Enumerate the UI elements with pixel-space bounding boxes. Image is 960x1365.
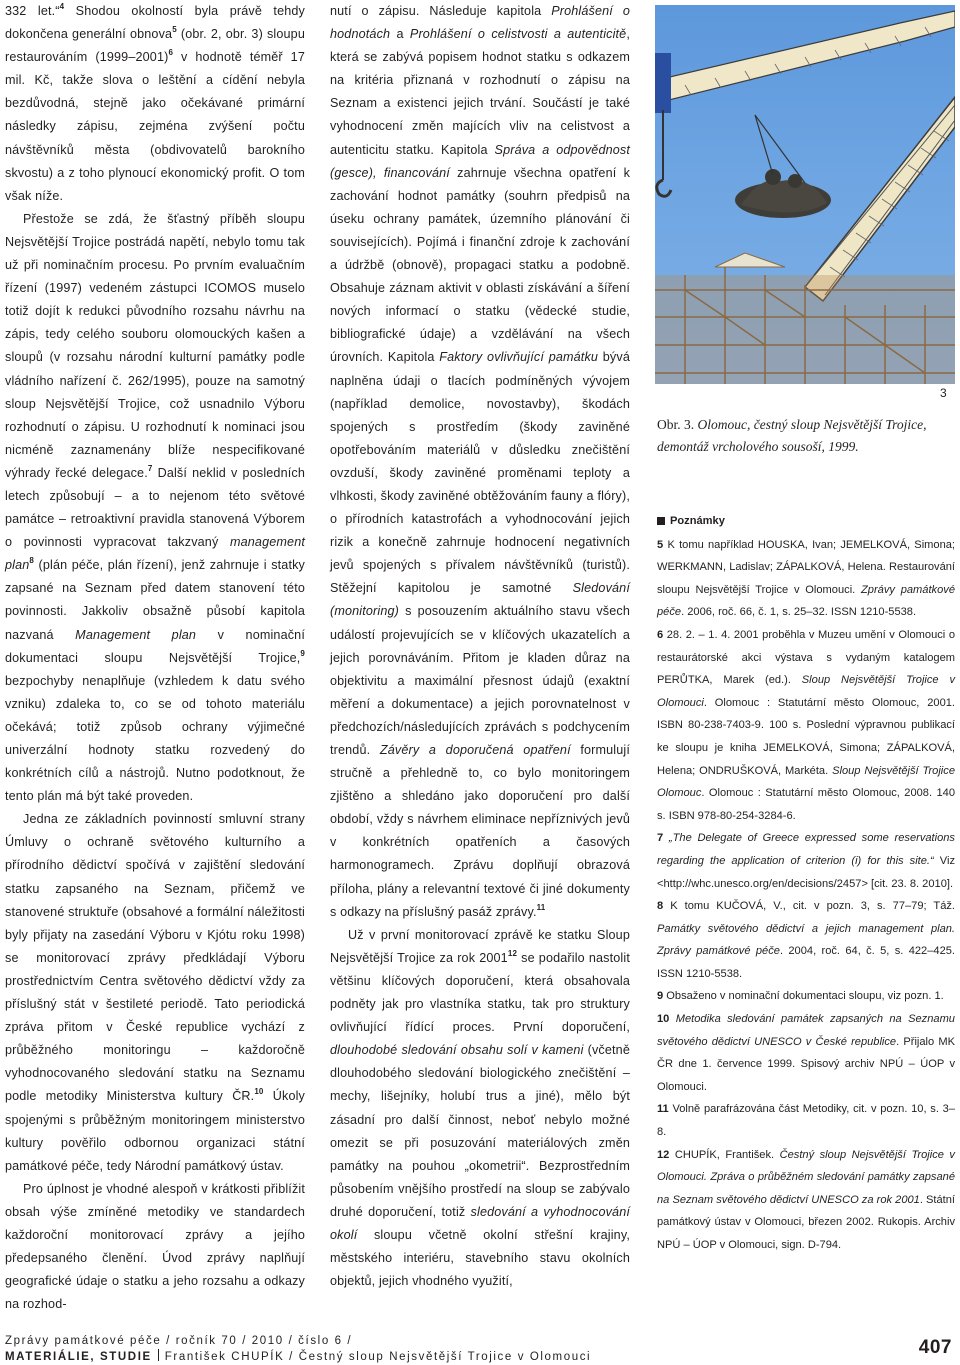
section-name: MATERIÁLIE, STUDIE bbox=[5, 1351, 152, 1363]
footnote-text: . Státní památkový ústav v Olomouci, březen 2002. Rukopis. Archiv NPÚ – ÚOP v Olomouci, sign. D-794. bbox=[657, 1193, 955, 1251]
text-column-left bbox=[5, 0, 305, 1316]
footnote-title: Metodika sledování památek zapsaných na Seznamu světového dědictví UNESCO v České republice bbox=[657, 1013, 955, 1048]
footnote-text: 28. 2. – 1. 4. 2001 proběhla v Muzeu umění v Olomouci o restaurátorské akci výstava s vydaným katalogem PERŮTKA, Marek (ed.). bbox=[657, 628, 955, 687]
footnote-ref: 7 bbox=[147, 463, 153, 473]
footnote-text: Viz <http://whc.unesco.org/en/decisions/2457> [cit. 23. 8. 2010]. bbox=[657, 854, 955, 890]
footnote-ref: 10 bbox=[254, 1087, 264, 1097]
footnote-text: . Olomouc : Statutární město Olomouc, 2008. 140 s. ISBN 978-80-254-3284-6. bbox=[657, 787, 955, 822]
footnote-number: 5 bbox=[657, 538, 664, 551]
footnote-text: . 2006, roč. 66, č. 1, s. 25–32. ISSN 1210-5538. bbox=[681, 606, 917, 619]
footnote-number: 12 bbox=[657, 1148, 670, 1161]
paragraph: Přestože se zdá, že šťastný příběh sloupu Nejsvětější Trojice postrádá napětí, nebylo tomu tak už při nominačním procesu. Po prvním evaluačním řízení (1997) vedeném zástupci ICOMOS muselo totiž dojít k redukci původního rozsahu návrhu na zápis, tedy celého souboru olomouckých kašen a sloupů (v rozsahu národní kulturní památky podle vládního nařízení č. 262/1995), pouze na samotný sloup Nejsvětější Trojice, což usnadnilo Výboru rozhodnutí o zápisu. U rozhodnutí k nominaci jsou nicméně zaznamenány blíže nespecifikované výhrady řecké delegace.$^7$ Další neklid v posledních letech způsobují – a to nejenom této světové památce – retroaktivní pravidla stanovená Výborem o povinnosti vypracovat takzvaný management plan$^8$ (plán péče, plán řízení), jenž zahrnuje i statky zapsané na Seznam před datem stanovení této povinnosti. Jakkoliv obsažně působí kapitola nazvaná Management plan v nominační dokumentaci sloupu Nejsvětější Trojice,$^9$ bezpochyby nenaplňuje (vzhledem k datu svého vzniku) zdaleka to, co se od tohoto materiálu očekává; totiž způsob ochrany výjimečné univerzální hodnoty statku rozvedený do konkrétních cílů a nástrojů. Nutno podotknout, že tento plán má být také proveden. bbox=[5, 211, 305, 804]
footnote-ref: 9 bbox=[300, 648, 305, 658]
article-info bbox=[5, 1349, 591, 1365]
footnote-number: 11 bbox=[657, 1103, 669, 1116]
paragraph: Už v první monitorovací zprávě ke statku Sloup Nejsvětější Trojice za rok 2001$^{12}$ se podařilo nastolit většinu klíčových doporučení, která obsahovala podněty jak pro vlastníka statku, tak pro struktury ovlivňující řídící proces. První doporučení, dlouhodobé sledování obsahu solí v kameni (včetně dlouhodobého sledování biologického znečištění – mechy, lišejníky, holubí trus a jiné), mělo být zásadní pro další činnost, neboť nebylo možné omezit se při posuzování materiálových změn památky na pouhou „okometrii“. Bezprostředním působením vnějšího prostředí na sloup se zabývalo druhé doporučení, totiž sledování a vyhodnocování okolí sloupu včetně okolní střešní krajiny, městského interiéru, stavebního stavu okolních objektů, jejich vhodného využití, bbox=[330, 927, 631, 1289]
statue-group bbox=[735, 115, 831, 218]
footnote-title: Zprávy památkové péče bbox=[657, 583, 955, 619]
author-title: František CHUPÍK / Čestný sloup Nejsvětější Trojice v Olomouci bbox=[164, 1351, 592, 1363]
footnote-text: . Olomouc : Statutární město Olomouc, 2001. ISBN 80-238-7403-9. 100 s. Poslední výpravnou publikací ke sloupu je kniha JEMELKOVÁ, Simona; ZÁPALKOVÁ, Helena; ONDRUŠKOVÁ, Markéta. bbox=[657, 696, 955, 777]
footnote-number: 10 bbox=[657, 1013, 670, 1026]
crane-boom bbox=[655, 11, 955, 301]
footnote-text: K tomu například HOUSKA, Ivan; JEMELKOVÁ, Simona; WERKMANN, Ladislav; ZÁPALKOVÁ, Helena. Restaurování sloupu Nejsvětější Trojice v Olomouci. bbox=[657, 538, 955, 596]
footnote-item bbox=[657, 534, 955, 624]
page-number: 407 bbox=[918, 1337, 952, 1358]
footnotes bbox=[657, 510, 955, 1257]
footnote-title: Sloup Nejsvětější Trojice Olomouc bbox=[657, 764, 955, 800]
notes-heading: Poznámky bbox=[657, 510, 955, 533]
crane-photo bbox=[655, 5, 955, 384]
scaffolding bbox=[655, 267, 955, 384]
footnote-item bbox=[657, 624, 955, 827]
footnote-title: Sloup Nejsvětější Trojice v Olomouci bbox=[657, 674, 955, 709]
paragraph: nutí o zápisu. Následuje kapitola Prohlášení o hodnotách a Prohlášení o celistvosti a autenticitě, která se zabývá popisem hodnot statku s odkazem na kritéria přiznaná v rozhodnutí o zápisu na Seznam a existenci jejich trvání. Součástí je také vyhodnocení změn majících vliv na celistvost a autenticitu statku. Kapitola Správa a odpovědnost (gesce), financování zahrnuje všechna opatření k zachování hodnot památky (souhrn předpisů na úseku ochrany památek, územního plánování či souvisejících). Pojímá i finanční zdroje k zachování a údržbě (obnově), propagaci statku a podobně. Obsahuje záznam aktivit v oblasti získávání a šíření nových informací o statku (vědecké studie, bibliografické údaje) a vzdělávání na všech úrovních. Kapitola Faktory ovlivňující památku bývá naplněna údaji o tlacích podmíněných vývojem (například demolice, novostavby), škodách spojených s prostředím (škody zaviněné opotřebováním materiálů v důsledku znečištění ovzduší, škody zaviněné proměnami teploty a vlhkosti, škody zaviněné obtěžováním fauny a flóry), o přírodních katastrofách a vyhodnocování jejich rizik a konečně zahrnuje hodnocení negativních jevů spojených s přívalem návštěvníků (turistů). Stěžejní kapitolou je samotné Sledování (monitoring) s posouzením aktuálního stavu všech událostí projevujících se v klíčových ukazatelích a jejich porovnáváním. Přitom je kladen důraz na objektivitu a maximální přesnost údajů (exaktní měření a dokumentace) a jejich porovnatelnost v předchozích/následujících zprávách s podchycením trendů. Závěry a doporučená opatření formulují stručně a přehledně to, co bylo monitoringem zjištěno a shledáno jako doporučení pro další období, vždy s návrhem eliminace nepříznivých jevů v konkrétních opatřeních a časových harmonogramech. Zprávu doplňují obrazová příloha, plány a relevantní textové či jiné dokumenty s odkazy na příslušný pasáž zprávy.$^{11}$ bbox=[330, 4, 631, 919]
scaffold-roof bbox=[715, 253, 785, 267]
footnote-text: . Přijalo MK ČR dne 1. července 1999. Spisový archiv NPÚ – ÚOP v Olomouci. bbox=[657, 1035, 955, 1093]
figure-number: 3 bbox=[940, 386, 947, 400]
footnote-number: 8 bbox=[657, 900, 664, 913]
footnote-ref: 4 bbox=[59, 2, 65, 11]
footnote-item bbox=[657, 895, 955, 985]
footnote-text: . 2004, roč. 64, č. 5, s. 422–425. ISSN 1210-5538. bbox=[657, 945, 955, 980]
crane-illustration bbox=[655, 5, 955, 384]
footnote-item bbox=[657, 985, 955, 1008]
footnote-number: 7 bbox=[657, 832, 664, 845]
footnote-ref: 11 bbox=[536, 902, 546, 912]
footnote-number: 6 bbox=[657, 628, 664, 641]
footnote-ref: 5 bbox=[172, 25, 177, 35]
crane-hook bbox=[655, 53, 671, 196]
footnote-text: Obsaženo v nominační dokumentaci sloupu, viz pozn. 1. bbox=[666, 990, 944, 1003]
footnote-ref: 8 bbox=[29, 556, 35, 566]
footnote-text: Volně parafrázována část Metodiky, cit. v pozn. 10, s. 3–8. bbox=[657, 1103, 955, 1139]
figure-caption-text: Olomouc, čestný sloup Nejsvětější Trojice, demontáž vrcholového sousoší, 1999. bbox=[657, 417, 927, 454]
notes-list bbox=[657, 534, 955, 1257]
footnote-item bbox=[657, 827, 955, 895]
footnote-title: „The Delegate of Greece expressed some reservations regarding the application of criterion (i) for this site.“ bbox=[657, 832, 955, 867]
footnote-item bbox=[657, 1098, 955, 1143]
square-bullet-icon bbox=[657, 517, 665, 525]
footnote-number: 9 bbox=[657, 990, 664, 1003]
text-column-middle bbox=[330, 0, 630, 1293]
footnote-text: CHUPÍK, František. bbox=[674, 1148, 780, 1161]
footnote-item bbox=[657, 1008, 955, 1098]
paragraph: 332 let.“$^4$ Shodou okolností byla právě tehdy dokončena generální obnova$^5$ (obr. 2, obr. 3) sloupu restaurováním (1999–2001)$^6$ v hodnotě téměř 17 mil. Kč, takže slova o leštění a cídění nebyla bezdůvodná, stejně jako očekávané primární následky zápisu, zejména zvýšení počtu návštěvníků města (obdivovatelů barokního skvostu) a z toho plynoucí ekonomický profit. O tom však níže. bbox=[5, 2, 305, 203]
figure-label: Obr. 3. bbox=[657, 417, 695, 432]
journal-info: Zprávy památkové péče / ročník 70 / 2010 / číslo 6 / bbox=[5, 1335, 353, 1347]
figure-caption bbox=[657, 414, 955, 458]
footnote-ref: 12 bbox=[507, 948, 518, 958]
divider bbox=[158, 1349, 159, 1361]
footnote-title: Památky světového dědictví a jejich management plan. Zprávy památkové péče bbox=[657, 922, 955, 958]
paragraph: Pro úplnost je vhodné alespoň v krátkosti přiblížit obsah výše zmíněné metodiky ve standardech každoroční monitorovací zprávy a jejího předepsaného členění. Úvod zprávy naplňují geografické údaje o statku a jeho rozsahu a odkazy na rozhod- bbox=[5, 1181, 305, 1312]
footnote-item bbox=[657, 1144, 955, 1257]
page-footer bbox=[5, 1334, 955, 1364]
footnote-ref: 6 bbox=[168, 48, 174, 58]
footnote-title: Čestný sloup Nejsvětější Trojice v Olomouci. Zpráva o průběžném sledování památky zapsané na Seznam světového dědictví UNESCO za rok 2001 bbox=[657, 1148, 955, 1206]
footnote-text: K tomu KUČOVÁ, V., cit. v pozn. 3, s. 77–79; Táž. bbox=[670, 900, 955, 913]
paragraph: Jedna ze základních povinností smluvní strany Úmluvy o ochraně světového kulturního a přírodního dědictví spočívá v zajištění sledování statku zapsaného na Seznam, přičemž ve stanovené struktuře (obsahové a formální náležitosti byly přijaty na zasedání Výboru v Kjótu roku 1998) se monitorovací zprávy předkládají Výboru prostřednictvím Centra světového dědictví vždy za příslušný stát v šestileté periodě. Tato periodická zpráva přitom v České republice vychází z průběžného monitoringu – každoročně vyhodnocovaného sledování statku na Seznamu podle metodiky Ministerstva kultury ČR.$^{10}$ Úkoly spojenými s průběžným monitoringem ministerstvo kultury pověřilo odbornou organizaci státní památkové péče, tedy Národní památkový ústav. bbox=[5, 812, 305, 1173]
